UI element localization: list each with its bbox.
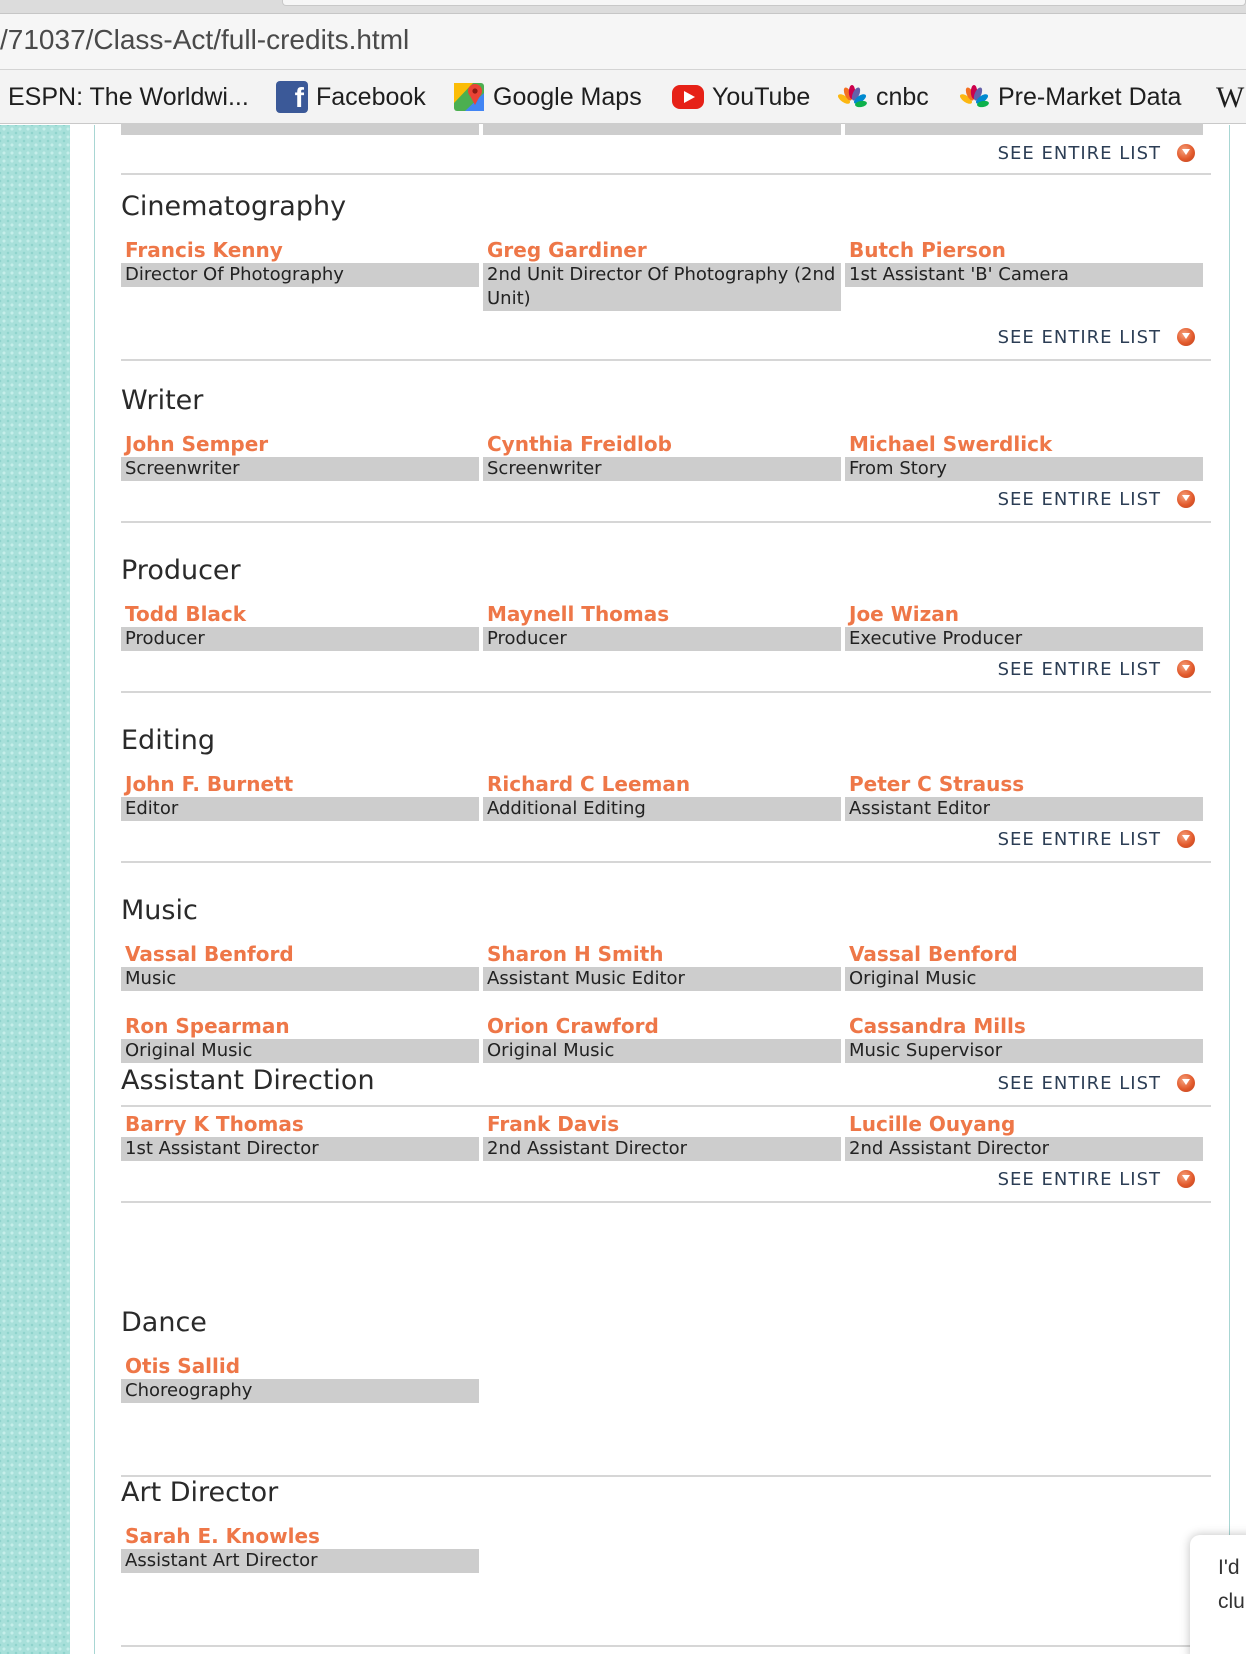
person-name-link[interactable]: Butch Pierson (849, 238, 1006, 262)
person-role: 2nd Assistant Director (845, 1137, 1203, 1161)
see-entire-list-link[interactable] (998, 325, 1195, 349)
bookmark-facebook[interactable] (276, 70, 426, 124)
section-divider (121, 1475, 1211, 1477)
see-entire-list-label: SEE ENTIRE LIST (997, 326, 1161, 348)
chat-popup[interactable] (1190, 1535, 1246, 1654)
section-title: Music (121, 895, 198, 926)
person-role: Music Supervisor (845, 1039, 1203, 1063)
expand-arrow-icon (1177, 1170, 1195, 1188)
person-name-link[interactable]: Peter C Strauss (849, 772, 1025, 796)
person-name-link[interactable]: Joe Wizan (849, 602, 959, 626)
address-bar[interactable] (0, 14, 1246, 70)
previous-row-cell (845, 123, 1203, 135)
person-role: Producer (121, 627, 479, 651)
bookmark-cnbc[interactable] (836, 70, 929, 124)
section-divider (121, 359, 1211, 361)
url-text[interactable]: /71037/Class-Act/full-credits.html (0, 24, 410, 55)
see-entire-list-link[interactable] (998, 827, 1195, 851)
credit-entry (121, 941, 479, 991)
popup-text-line: clu (1218, 1590, 1245, 1613)
section-title: Writer (121, 385, 204, 416)
section-title: Cinematography (121, 191, 347, 222)
person-name-link[interactable]: Cynthia Freidlob (487, 432, 672, 456)
bookmark-label: Google Maps (493, 82, 642, 111)
credit-entry (845, 771, 1203, 821)
credit-entry (845, 601, 1203, 651)
credit-entry (483, 1013, 841, 1063)
person-name-link[interactable]: Cassandra Mills (849, 1014, 1026, 1038)
person-name-link[interactable]: Greg Gardiner (487, 238, 647, 262)
bookmark-youtube[interactable] (672, 70, 810, 124)
person-role: 1st Assistant Director (121, 1137, 479, 1161)
person-role: Original Music (483, 1039, 841, 1063)
section-title: Editing (121, 725, 216, 756)
section-divider (121, 861, 1211, 863)
bookmark-label: YouTube (712, 82, 811, 111)
facebook-icon: f (276, 81, 308, 113)
expand-arrow-icon (1177, 830, 1195, 848)
browser-tab-strip (0, 0, 1246, 14)
person-role: Assistant Editor (845, 797, 1203, 821)
section-title: Producer (121, 555, 241, 586)
person-role: Original Music (121, 1039, 479, 1063)
page-background-pattern (0, 125, 70, 1654)
person-name-link[interactable]: Otis Sallid (125, 1354, 241, 1378)
person-name-link[interactable]: Sarah E. Knowles (125, 1524, 320, 1548)
bookmark-label: Facebook (316, 82, 426, 111)
bookmark-wikipedia[interactable] (1216, 70, 1246, 124)
credit-entry (483, 1111, 841, 1161)
credit-entry (845, 1111, 1203, 1161)
bookmark-google-maps[interactable] (453, 70, 642, 124)
youtube-icon (672, 85, 704, 109)
credit-entry (483, 771, 841, 821)
bookmark-espn[interactable] (8, 70, 249, 124)
see-entire-list-link[interactable] (998, 141, 1195, 165)
bookmarks-bar (0, 70, 1246, 124)
section-divider (121, 1105, 1211, 1107)
section-title: Art Director (121, 1477, 279, 1508)
bookmark-label: cnbc (876, 82, 929, 111)
person-role: Assistant Art Director (121, 1549, 479, 1573)
nbc-peacock-icon (836, 81, 868, 113)
see-entire-list-label: SEE ENTIRE LIST (997, 142, 1161, 164)
person-name-link[interactable]: Michael Swerdlick (849, 432, 1053, 456)
person-role: 2nd Unit Director Of Photography (2nd Unit) (483, 263, 841, 311)
credit-entry (483, 431, 841, 481)
see-entire-list-label: SEE ENTIRE LIST (997, 1168, 1161, 1190)
section-divider (121, 1201, 1211, 1203)
person-name-link[interactable]: Barry K Thomas (125, 1112, 304, 1136)
credit-entry (845, 431, 1203, 481)
active-tab-edge[interactable] (282, 0, 1246, 6)
section-divider (121, 691, 1211, 693)
see-entire-list-link[interactable] (998, 487, 1195, 511)
person-name-link[interactable]: Francis Kenny (125, 238, 283, 262)
person-role: Director Of Photography (121, 263, 479, 287)
credit-entry (121, 237, 479, 287)
person-name-link[interactable]: Todd Black (125, 602, 247, 626)
credit-entry (121, 1353, 479, 1403)
credit-entry (121, 1523, 479, 1573)
person-role: 1st Assistant 'B' Camera (845, 263, 1203, 287)
person-role: Assistant Music Editor (483, 967, 841, 991)
person-role: From Story (845, 457, 1203, 481)
person-name-link[interactable]: Vassal Benford (125, 942, 294, 966)
see-entire-list-label: SEE ENTIRE LIST (997, 828, 1161, 850)
see-entire-list-label: SEE ENTIRE LIST (997, 658, 1161, 680)
credits-content (94, 125, 1230, 1654)
section-divider (121, 521, 1211, 523)
person-name-link[interactable]: John Semper (125, 432, 269, 456)
person-name-link[interactable]: Frank Davis (487, 1112, 620, 1136)
see-entire-list-link[interactable] (998, 1167, 1195, 1191)
credit-entry (121, 431, 479, 481)
credit-entry (845, 941, 1203, 991)
nbc-peacock-icon (958, 81, 990, 113)
expand-arrow-icon (1177, 144, 1195, 162)
see-entire-list-link[interactable] (998, 1071, 1195, 1095)
section-title: Assistant Direction (121, 1065, 375, 1096)
bookmark-pre-market-data[interactable] (958, 70, 1181, 124)
person-name-link[interactable]: Ron Spearman (125, 1014, 290, 1038)
see-entire-list-label: SEE ENTIRE LIST (997, 1072, 1161, 1094)
google-maps-icon (453, 81, 485, 113)
see-entire-list-label: SEE ENTIRE LIST (997, 488, 1161, 510)
person-name-link[interactable]: Orion Crawford (487, 1014, 659, 1038)
person-role: Choreography (121, 1379, 479, 1403)
person-name-link[interactable]: Maynell Thomas (487, 602, 670, 626)
previous-row-cell (121, 123, 479, 135)
credit-entry (121, 771, 479, 821)
bookmark-label: ESPN: The Worldwi... (8, 82, 249, 111)
person-name-link[interactable]: John F. Burnett (125, 772, 294, 796)
bookmark-label: Pre-Market Data (998, 82, 1182, 111)
person-name-link[interactable]: Vassal Benford (849, 942, 1018, 966)
expand-arrow-icon (1177, 1074, 1195, 1092)
section-title: Dance (121, 1307, 207, 1338)
person-role: 2nd Assistant Director (483, 1137, 841, 1161)
person-role: Producer (483, 627, 841, 651)
credit-entry (845, 1013, 1203, 1063)
credit-entry (845, 237, 1203, 287)
popup-text-line: I'd (1218, 1556, 1240, 1579)
previous-row-cell (483, 123, 841, 135)
section-divider (121, 173, 1211, 175)
credit-entry (483, 601, 841, 651)
credit-entry (483, 237, 841, 311)
credit-entry (121, 601, 479, 651)
see-entire-list-link[interactable] (998, 657, 1195, 681)
person-name-link[interactable]: Lucille Ouyang (849, 1112, 1016, 1136)
person-name-link[interactable]: Richard C Leeman (487, 772, 691, 796)
expand-arrow-icon (1177, 660, 1195, 678)
expand-arrow-icon (1177, 490, 1195, 508)
person-role: Screenwriter (483, 457, 841, 481)
wikipedia-icon: W (1216, 81, 1245, 114)
credit-entry (483, 941, 841, 991)
expand-arrow-icon (1177, 328, 1195, 346)
person-role: Screenwriter (121, 457, 479, 481)
person-role: Editor (121, 797, 479, 821)
person-role: Original Music (845, 967, 1203, 991)
credit-entry (121, 1111, 479, 1161)
person-role: Executive Producer (845, 627, 1203, 651)
person-role: Music (121, 967, 479, 991)
person-role: Additional Editing (483, 797, 841, 821)
section-divider (121, 1645, 1211, 1647)
credit-entry (121, 1013, 479, 1063)
person-name-link[interactable]: Sharon H Smith (487, 942, 664, 966)
